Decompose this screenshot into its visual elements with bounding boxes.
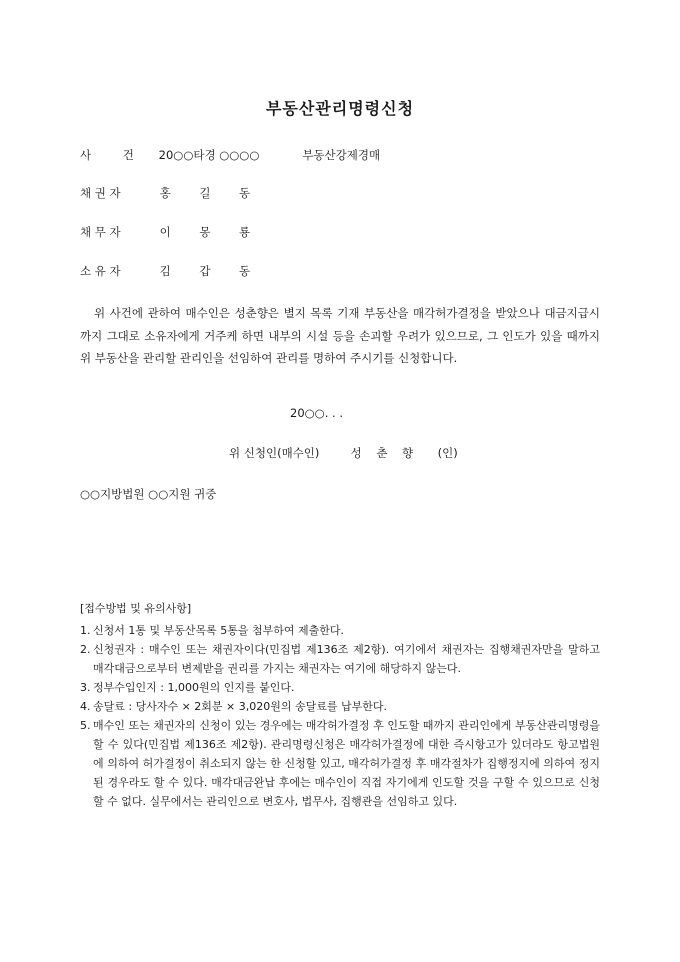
party-name-char: 길 [199,186,211,200]
party-row-creditor [80,185,250,201]
party-name-char: 동 [238,264,251,278]
party-name-char: 갑 [199,264,211,278]
party-role: 채 권 자 [80,186,121,200]
party-name-char: 룡 [238,225,251,239]
body-paragraph [80,302,600,370]
page-title: 부동산관리명령신청 [265,99,415,118]
applicant-name-char: 성 [350,446,362,460]
note-item [80,640,600,678]
court-addressee: ○○지방법원 ○○지원 귀중 [80,487,217,501]
applicant-name-char: 향 [401,446,414,460]
application-date: 20○○. . . [290,406,343,420]
case-row [80,147,380,163]
party-role: 소 유 자 [80,264,121,278]
party-role: 채 무 자 [80,225,121,239]
body-text: 위 사건에 관하여 매수인은 성춘향은 별지 목록 기재 부동산을 매각허가결정을 받았으나 대금지급시까지 그대로 소유자에게 거주케 하면 내부의 시설 등을 손괴할 우려가 있으므로, 그 인도가 있을 때까지 위 부동산을 관리할 관리인을 선임하여 관리를 명하여 주시기를 신청합니다. [80,306,600,365]
note-number: 5. [80,719,91,732]
note-item [80,697,600,716]
party-name-char: 이 [159,225,171,239]
party-name-char: 몽 [199,225,211,239]
party-name-char: 동 [238,186,251,200]
note-text: 정부수입인지 : 1,000원의 인지를 붙인다. [93,681,295,694]
note-number: 3. [80,681,91,694]
applicant-label: 위 신청인(매수인) [229,446,320,460]
party-name-char: 홍 [159,186,171,200]
note-text: 신청서 1통 및 부동산목록 5통을 첨부하여 제출한다. [93,624,344,637]
party-row-owner [80,263,250,279]
notes-section [80,600,600,811]
applicant-line [229,445,458,461]
note-text: 신청권자 : 매수인 또는 채권자이다(민집법 제136조 제2항). 여기에서 채권자는 집행채권자만을 말하고 매각대금으로부터 변제받을 권리를 가지는 채권자는 여기에 해당하지 않는다. [93,643,600,675]
notes-heading: [접수방법 및 유의사항] [80,602,192,615]
case-type: 부동산강제경매 [302,148,381,162]
party-name-char: 김 [159,264,171,278]
note-item [80,716,600,811]
note-number: 4. [80,700,91,713]
case-label: 사 건 [80,148,148,162]
note-text: 송달료 : 당사자수 × 2회분 × 3,020원의 송달료를 납부한다. [93,700,387,713]
note-item [80,678,600,697]
seal-mark: (인) [437,446,458,460]
note-number: 2. [80,643,91,656]
party-row-debtor [80,224,250,240]
case-number: 20○○타경 ○○○○ [158,148,260,162]
applicant-name-char: 춘 [376,446,388,460]
note-text: 매수인 또는 채권자의 신청이 있는 경우에는 매각허가결정 후 인도할 때까지 관리인에게 부동산관리명령을 할 수 있다(민집법 제136조 제2항). 관리명령신청은 매각허가결정에 대한 즉시항고가 있더라도 항고법원에 의하여 허가결정이 취소되지 않는 한 신청할 있고, 매각허가결정 후 매각절차가 집행정지에 의하여 정지된 경우라도 할 수 있다. 매각대금완납 후에는 매수인이 직접 자기에게 인도할 것을 구할 수 있으므로 신청할 수 없다. 실무에서는 관리인으로 변호사, 법무사, 집행관을 선임하고 있다. [93,719,600,808]
note-item [80,621,600,640]
note-number: 1. [80,624,91,637]
